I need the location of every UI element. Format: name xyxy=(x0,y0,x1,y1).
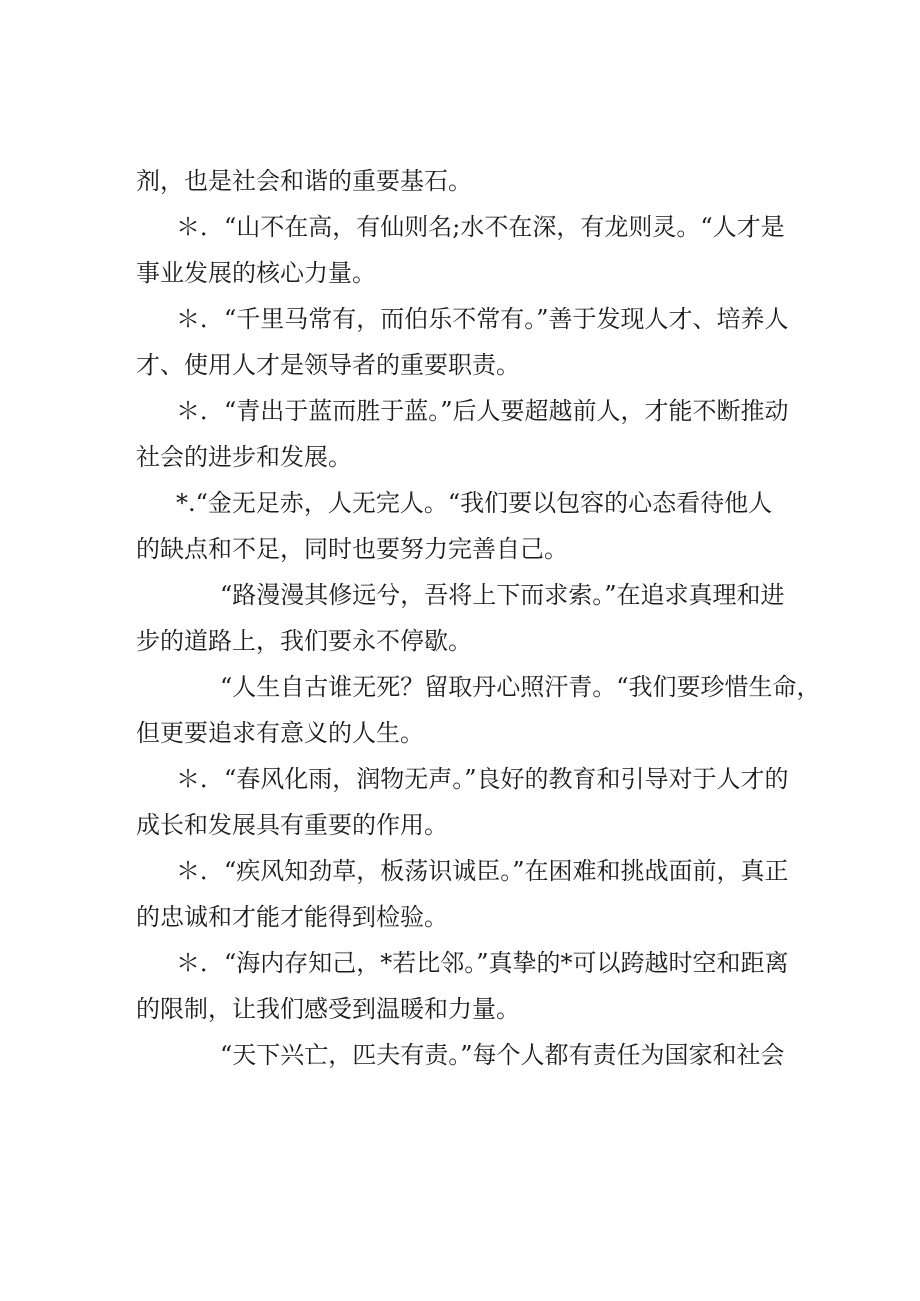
text-line: ＊．“山不在高，有仙则名;水不在深，有龙则灵。“人才是 xyxy=(176,213,785,241)
text-line: 的忠诚和才能才能得到检验。 xyxy=(136,903,448,931)
paragraph-11 xyxy=(136,1032,791,1078)
text-line: 成长和发展具有重要的作用。 xyxy=(136,811,448,839)
paragraph-5 xyxy=(136,480,791,572)
text-line: ＊．“青出于蓝而胜于蓝。”后人要超越前人，才能不断推动 xyxy=(176,397,789,425)
paragraph-9 xyxy=(136,848,791,940)
text-line: ＊．“千里马常有，而伯乐不常有。”善于发现人才、培养人 xyxy=(176,305,789,333)
paragraph-10 xyxy=(136,940,791,1032)
paragraph-8 xyxy=(136,756,791,848)
text-line: “路漫漫其修远兮，吾将上下而求索。”在追求真理和进 xyxy=(220,581,785,609)
text-line: “天下兴亡，匹夫有责。”每个人都有责任为国家和社会 xyxy=(220,1041,785,1069)
text-line: 步的道路上，我们要永不停歇。 xyxy=(136,627,472,655)
text-line: 才、使用人才是领导者的重要职责。 xyxy=(136,351,520,379)
text-line: 的缺点和不足，同时也要努力完善自己。 xyxy=(136,535,568,563)
paragraph-1 xyxy=(136,158,791,204)
text-line: ＊．“海内存知己，*若比邻。”真挚的*可以跨越时空和距离 xyxy=(176,949,789,977)
paragraph-6 xyxy=(136,572,791,664)
paragraph-2 xyxy=(136,204,791,296)
paragraph-4 xyxy=(136,388,791,480)
body-text xyxy=(136,158,821,1078)
text-line: 社会的进步和发展。 xyxy=(136,443,352,471)
text-line: 事业发展的核心力量。 xyxy=(136,259,376,287)
paragraph-3 xyxy=(136,296,791,388)
text-line: 剂，也是社会和谐的重要基石。 xyxy=(136,167,472,195)
text-line: ＊．“疾风知劲草，板荡识诚臣。”在困难和挑战面前，真正 xyxy=(176,857,789,885)
text-line: 的限制，让我们感受到温暖和力量。 xyxy=(136,995,520,1023)
paragraph-7 xyxy=(136,664,821,756)
text-line: 但更要追求有意义的人生。 xyxy=(136,719,424,747)
text-line: “人生自古谁无死？留取丹心照汗青。“我们要珍惜生命， xyxy=(220,673,821,701)
text-line: *.“金无足赤，人无完人。“我们要以包容的心态看待他人 xyxy=(176,489,773,517)
text-line: ＊．“春风化雨，润物无声。”良好的教育和引导对于人才的 xyxy=(176,765,789,793)
